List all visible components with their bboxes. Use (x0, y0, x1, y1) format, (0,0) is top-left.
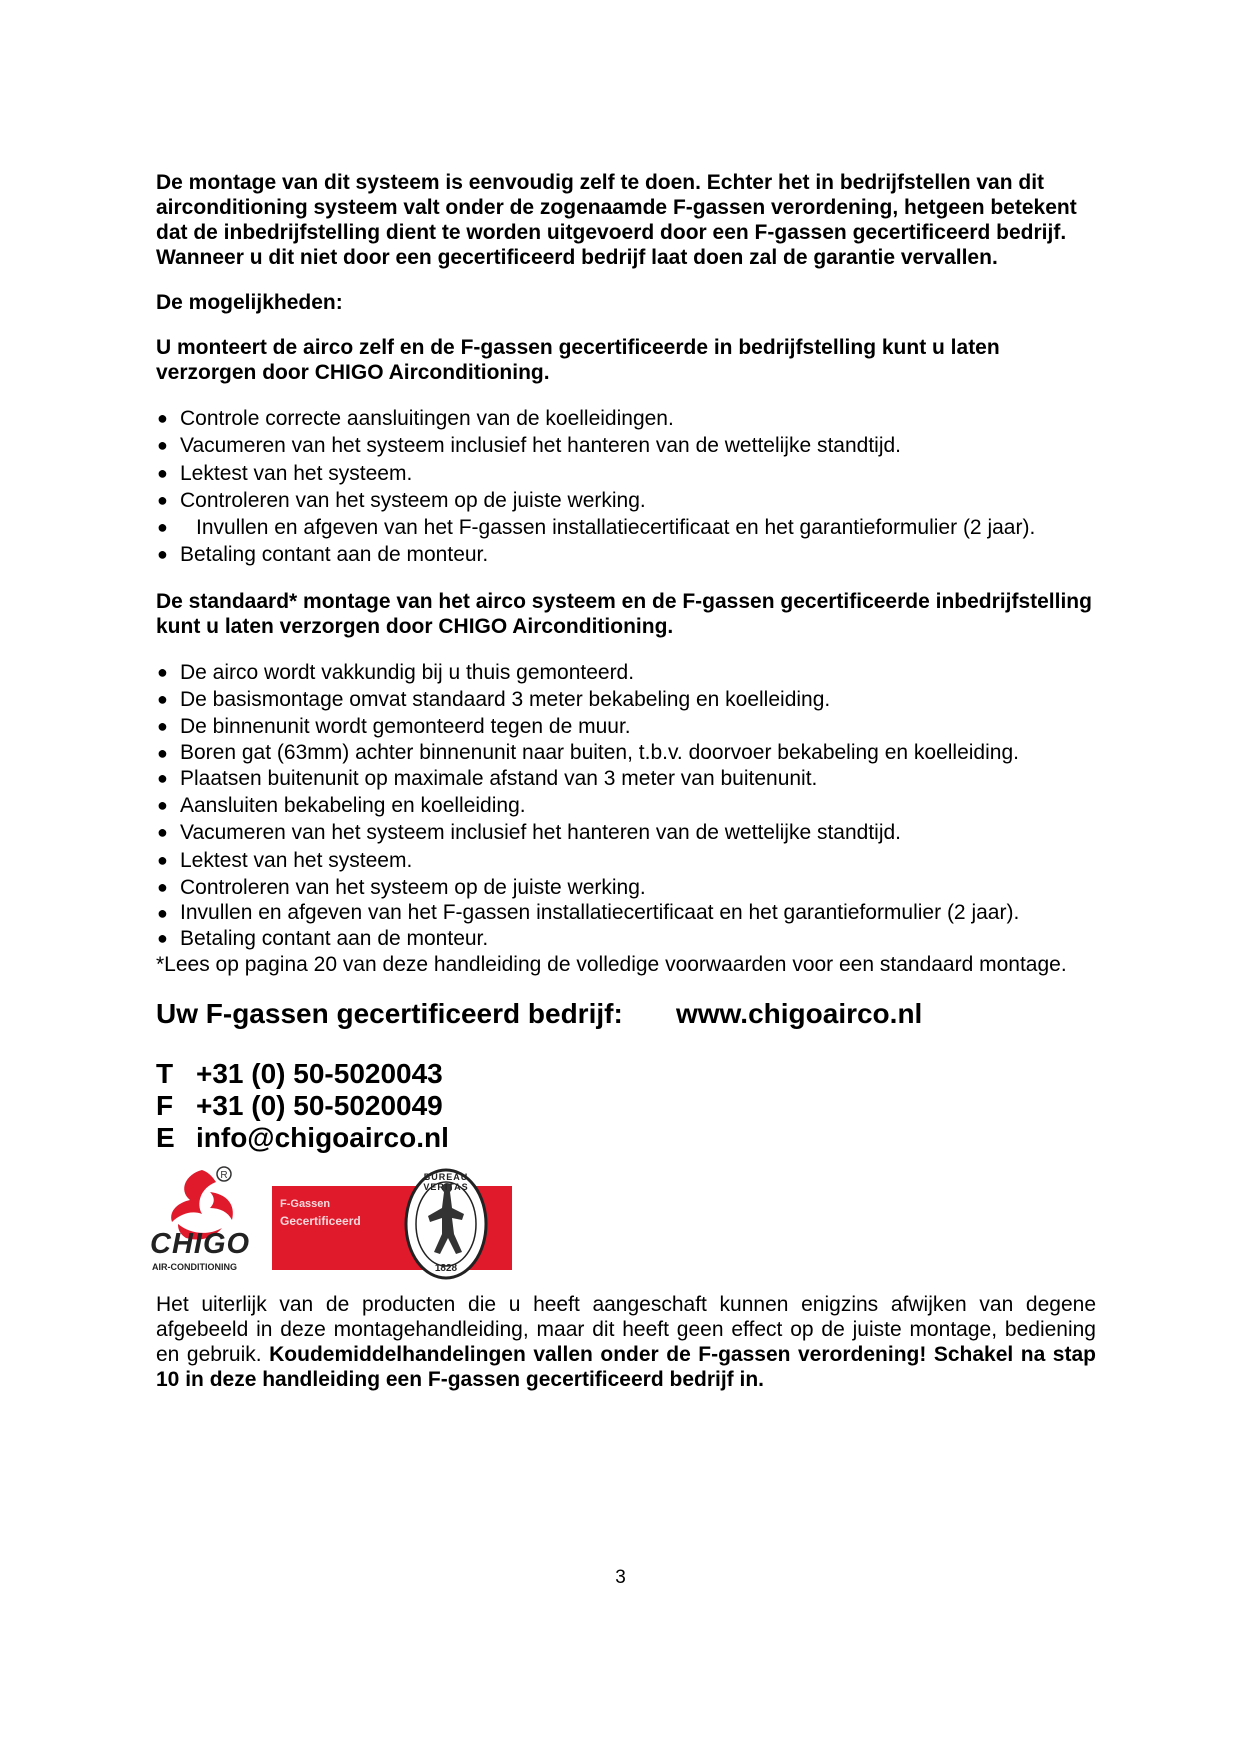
options-heading: De mogelijkheden: (156, 291, 343, 314)
email-row (156, 1122, 1096, 1154)
option2-list (156, 659, 1096, 953)
chigo-sub: AIR-CONDITIONING (152, 1262, 237, 1273)
list-item: ● Controle correcte aansluitingen van de koelleidingen. (157, 407, 674, 430)
company-label: Uw F-gassen gecertificeerd bedrijf: (156, 998, 623, 1030)
cert-line1: F-Gassen (280, 1198, 331, 1211)
list-item: ● Controleren van het systeem op de juiste werking. (157, 875, 646, 899)
closing-normal: Het uiterlijk van de producten die u heeft aangeschaft kunnen enigzins afwijken van degene afgebeeld in deze montagehandleiding, maar dit heeft geen effect op de juiste montage, bediening en gebruik. (156, 1293, 1096, 1367)
list-item: ● Controleren van het systeem op de juiste werking. (157, 488, 646, 512)
bv-name: BUREAU VERITAS (423, 1172, 469, 1193)
list-item: ● De airco wordt vakkundig bij u thuis gemonteerd. (157, 660, 635, 684)
list-item: ● Vacumeren van het systeem inclusief het hanteren van de wettelijke standtijd. (157, 434, 902, 458)
closing-bold: Koudemiddelhandelingen vallen onder de F-gassen verordening! Schakel na stap 10 in deze handleiding een F-gassen gecertificeerd bedrijf in. (156, 1343, 1096, 1392)
list-item: ● Invullen en afgeven van het F-gassen installatiecertificaat en het garantieformulier (2 jaar). (157, 901, 1020, 925)
list-item: ● Lektest van het systeem. (157, 461, 413, 485)
phone-number[interactable]: +31 (0) 50-5020043 (196, 1058, 443, 1090)
list-item: ● Betaling contant aan de monteur. (157, 927, 489, 951)
page-content (150, 170, 1096, 1392)
chigo-logo (150, 1164, 260, 1276)
list-item: ● Boren gat (63mm) achter binnenunit naar buiten, t.b.v. doorvoer bekabeling en koelleiding. (157, 740, 1019, 764)
list-item: ● Invullen en afgeven van het F-gassen installatiecertificaat en het garantieformulier (2 jaar). (157, 516, 1036, 540)
fax-label: F (156, 1090, 174, 1122)
contact-block (156, 1058, 1096, 1154)
company-line (156, 997, 1096, 1030)
phone-row (156, 1058, 1096, 1090)
logo-row (150, 1164, 1096, 1292)
fax-number: +31 (0) 50-5020049 (196, 1090, 443, 1122)
fax-row (156, 1090, 1096, 1122)
option1-heading: U monteert de airco zelf en de F-gassen gecertificeerde in bedrijfstelling kunt u laten verzorgen door CHIGO Airconditioning. (156, 336, 1000, 384)
list-item: ● Aansluiten bekabeling en koelleiding. (157, 793, 526, 817)
list-item: ● Betaling contant aan de monteur. (157, 543, 489, 567)
footnote: *Lees op pagina 20 van deze handleiding de volledige voorwaarden voor een standaard montage. (156, 953, 1067, 977)
chigo-name: CHIGO (150, 1228, 251, 1261)
email-link[interactable]: info@chigoairco.nl (196, 1122, 449, 1154)
phone-label: T (156, 1058, 174, 1090)
list-item: ● Lektest van het systeem. (157, 848, 413, 872)
list-item: ● Plaatsen buitenunit op maximale afstand van 3 meter van buitenunit. (157, 766, 818, 790)
list-item: ● De basismontage omvat standaard 3 meter bekabeling en koelleiding. (157, 688, 831, 712)
bv-year: 1828 (434, 1263, 458, 1275)
svg-text:R: R (220, 1170, 228, 1182)
option1-list (156, 405, 1096, 569)
list-item: ● De binnenunit wordt gemonteerd tegen de muur. (157, 715, 631, 739)
option2-heading: De standaard* montage van het airco systeem en de F-gassen gecertificeerde inbedrijfstelling kunt u laten verzorgen door CHIGO Airconditioning. (156, 589, 1092, 638)
list-item: ● Vacumeren van het systeem inclusief het hanteren van de wettelijke standtijd. (157, 821, 902, 845)
cert-line2: Gecertificeerd (280, 1214, 361, 1229)
email-label: E (156, 1122, 175, 1154)
website-link[interactable]: www.chigoairco.nl (676, 998, 923, 1030)
page-number: 3 (615, 1567, 626, 1588)
intro-paragraph: De montage van dit systeem is eenvoudig zelf te doen. Echter het in bedrijfstellen van dit airconditioning systeem valt onder de zogenaamde F-gassen verordening, hetgeen betekent dat de inbedrijfstelling dient te worden uitgevoerd door een F-gassen gecertificeerd bedrijf. Wanneer u dit niet door een gecertificeerd bedrijf laat doen zal de garantie vervallen. (156, 171, 1077, 269)
closing-paragraph (156, 1292, 1096, 1392)
bureau-veritas-seal (404, 1168, 488, 1280)
